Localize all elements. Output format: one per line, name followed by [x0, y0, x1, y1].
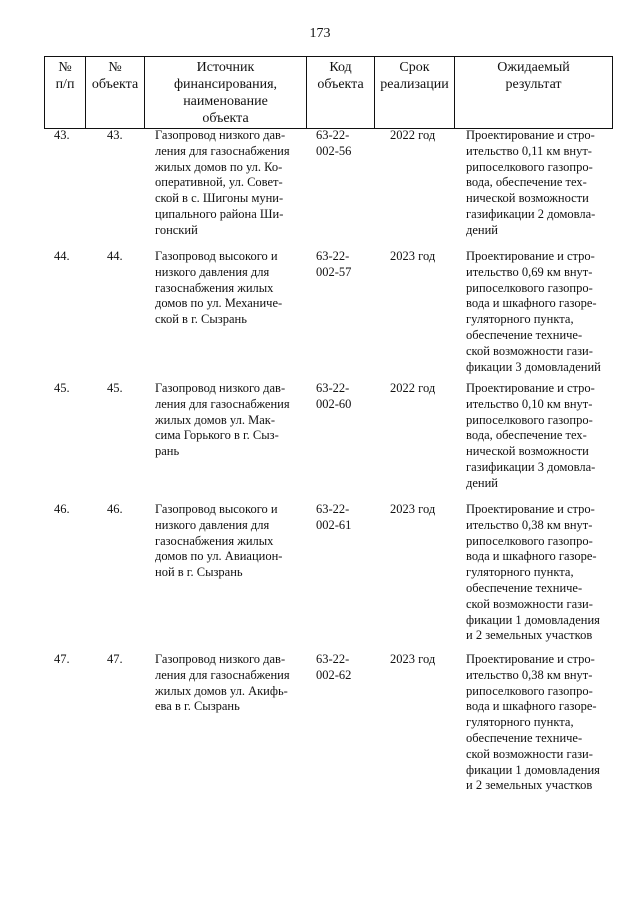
text-line: нической возможности — [466, 444, 589, 459]
text-line: газификации 3 домовла- — [466, 459, 596, 474]
header-source — [145, 57, 307, 129]
text-line: обеспечение техниче- — [466, 730, 583, 745]
object-number: 46. — [107, 502, 123, 516]
source-name — [155, 128, 295, 239]
object-number: 47. — [107, 652, 123, 666]
text-line: ления для газоснабжения — [155, 396, 290, 411]
text-line: газификации 2 домовла- — [466, 206, 596, 221]
text-line: ципального района Ши- — [155, 206, 284, 221]
text-line: вода, обеспечение тех- — [466, 175, 587, 190]
text-line: фикации 1 домовладения — [466, 762, 600, 777]
text-line: жилых домов ул. Мак- — [155, 412, 275, 427]
row-number: 46. — [54, 502, 70, 516]
implementation-term: 2023 год — [390, 652, 436, 666]
text-line: финансирования, — [173, 77, 278, 92]
text-line: ской в г. Сызрань — [155, 312, 247, 327]
text-line: ительство 0,38 км внут- — [466, 667, 593, 682]
object-number: 43. — [107, 128, 123, 142]
text-line: Газопровод низкого дав- — [155, 652, 286, 666]
page-number: 173 — [309, 26, 331, 41]
text-line: и 2 земельных участков — [466, 628, 593, 643]
text-line: вода и шкафного газоре- — [466, 699, 597, 714]
text-line: Код — [329, 60, 352, 75]
source-name — [155, 502, 295, 581]
text-line: № — [108, 60, 122, 75]
expected-result — [466, 652, 612, 794]
text-line: ской возможности гази- — [466, 343, 593, 358]
text-line: вода, обеспечение тех- — [466, 428, 587, 443]
text-line: домов по ул. Механиче- — [155, 296, 283, 311]
text-line: Проектирование и стро- — [466, 128, 595, 142]
text-line: нической возможности — [466, 191, 589, 206]
header-term — [375, 57, 455, 129]
text-line: рипоселкового газопро- — [466, 683, 593, 698]
text-line: дений — [466, 222, 498, 237]
text-line: наименование — [183, 94, 268, 109]
text-line: 002-56 — [316, 143, 352, 158]
text-line: результат — [505, 77, 562, 92]
text-line: рипоселкового газопро- — [466, 533, 593, 548]
text-line: Источник — [196, 60, 255, 75]
text-line: дений — [466, 475, 498, 490]
text-line: 002-62 — [316, 667, 352, 682]
header-num — [45, 57, 86, 129]
text-line: ительство 0,38 км внут- — [466, 517, 593, 532]
text-line: и 2 земельных участков — [466, 778, 593, 793]
text-line: Срок — [399, 60, 430, 75]
text-line: 002-60 — [316, 396, 352, 411]
table-header — [44, 56, 613, 129]
text-line: обеспечение техниче- — [466, 327, 583, 342]
text-line: ной в г. Сызрань — [155, 565, 243, 580]
text-line: ительство 0,11 км внут- — [466, 143, 592, 158]
text-line: Проектирование и стро- — [466, 249, 595, 263]
implementation-term: 2022 год — [390, 128, 436, 142]
text-line: Газопровод высокого и — [155, 249, 278, 263]
implementation-term: 2023 год — [390, 249, 436, 263]
text-line: оперативной, ул. Совет- — [155, 175, 283, 190]
object-code — [316, 249, 368, 281]
text-line: 63-22- — [316, 249, 350, 263]
text-line: объекта — [202, 111, 249, 126]
text-line: 63-22- — [316, 652, 350, 666]
text-line: ской возможности гази- — [466, 746, 593, 761]
text-line: ской в с. Шигоны муни- — [155, 191, 284, 206]
object-number: 45. — [107, 381, 123, 395]
text-line: № — [58, 60, 72, 75]
row-number: 47. — [54, 652, 70, 666]
text-line: гуляторного пункта, — [466, 715, 574, 730]
object-code — [316, 381, 368, 413]
text-line: Газопровод высокого и — [155, 502, 278, 516]
text-line: рипоселкового газопро- — [466, 159, 593, 174]
row-number: 44. — [54, 249, 70, 263]
text-line: низкого давления для — [155, 264, 270, 279]
text-line: жилых домов по ул. Ко- — [155, 159, 283, 174]
text-line: Проектирование и стро- — [466, 502, 595, 516]
text-line: реализации — [380, 77, 449, 92]
expected-result — [466, 381, 612, 492]
text-line: домов по ул. Авиацион- — [155, 549, 283, 564]
object-number: 44. — [107, 249, 123, 263]
text-line: обеспечение техниче- — [466, 580, 583, 595]
text-line: объекта — [91, 77, 139, 92]
expected-result — [466, 249, 612, 375]
text-line: 63-22- — [316, 128, 350, 142]
source-name — [155, 249, 295, 328]
text-line: Газопровод низкого дав- — [155, 381, 286, 395]
text-line: рипоселкового газопро- — [466, 280, 593, 295]
object-code — [316, 128, 368, 160]
text-line: Газопровод низкого дав- — [155, 128, 286, 142]
text-line: Проектирование и стро- — [466, 652, 595, 666]
text-line: вода и шкафного газоре- — [466, 296, 597, 311]
text-line: ления для газоснабжения — [155, 667, 290, 682]
text-line: Проектирование и стро- — [466, 381, 595, 395]
text-line: газоснабжения жилых — [155, 280, 274, 295]
text-line: 63-22- — [316, 381, 350, 395]
expected-result — [466, 502, 612, 644]
text-line: вода и шкафного газоре- — [466, 549, 597, 564]
row-number: 45. — [54, 381, 70, 395]
text-line: ления для газоснабжения — [155, 143, 290, 158]
text-line: фикации 1 домовладения — [466, 612, 600, 627]
text-line: объекта — [317, 77, 364, 92]
header-code — [307, 57, 375, 129]
text-line: сима Горького в г. Сыз- — [155, 428, 279, 443]
header-object-number — [86, 57, 145, 129]
text-line: жилых домов ул. Акифь- — [155, 683, 288, 698]
text-line: ительство 0,10 км внут- — [466, 396, 593, 411]
text-line: гуляторного пункта, — [466, 312, 574, 327]
header-result — [455, 57, 613, 129]
text-line: газоснабжения жилых — [155, 533, 274, 548]
text-line: ительство 0,69 км внут- — [466, 264, 593, 279]
source-name — [155, 652, 295, 715]
text-line: 002-61 — [316, 517, 352, 532]
text-line: гонский — [155, 222, 198, 237]
implementation-term: 2022 год — [390, 381, 436, 395]
text-line: фикации 3 домовладений — [466, 359, 601, 374]
text-line: Ожидаемый — [497, 60, 570, 75]
row-number: 43. — [54, 128, 70, 142]
expected-result — [466, 128, 612, 239]
implementation-term: 2023 год — [390, 502, 436, 516]
text-line: гуляторного пункта, — [466, 565, 574, 580]
text-line: п/п — [55, 77, 75, 92]
text-line: рипоселкового газопро- — [466, 412, 593, 427]
source-name — [155, 381, 295, 460]
text-line: ева в г. Сызрань — [155, 699, 240, 714]
text-line: 63-22- — [316, 502, 350, 516]
text-line: низкого давления для — [155, 517, 270, 532]
text-line: ской возможности гази- — [466, 596, 593, 611]
text-line: 002-57 — [316, 264, 352, 279]
text-line: рань — [155, 444, 180, 459]
object-code — [316, 502, 368, 534]
object-code — [316, 652, 368, 684]
